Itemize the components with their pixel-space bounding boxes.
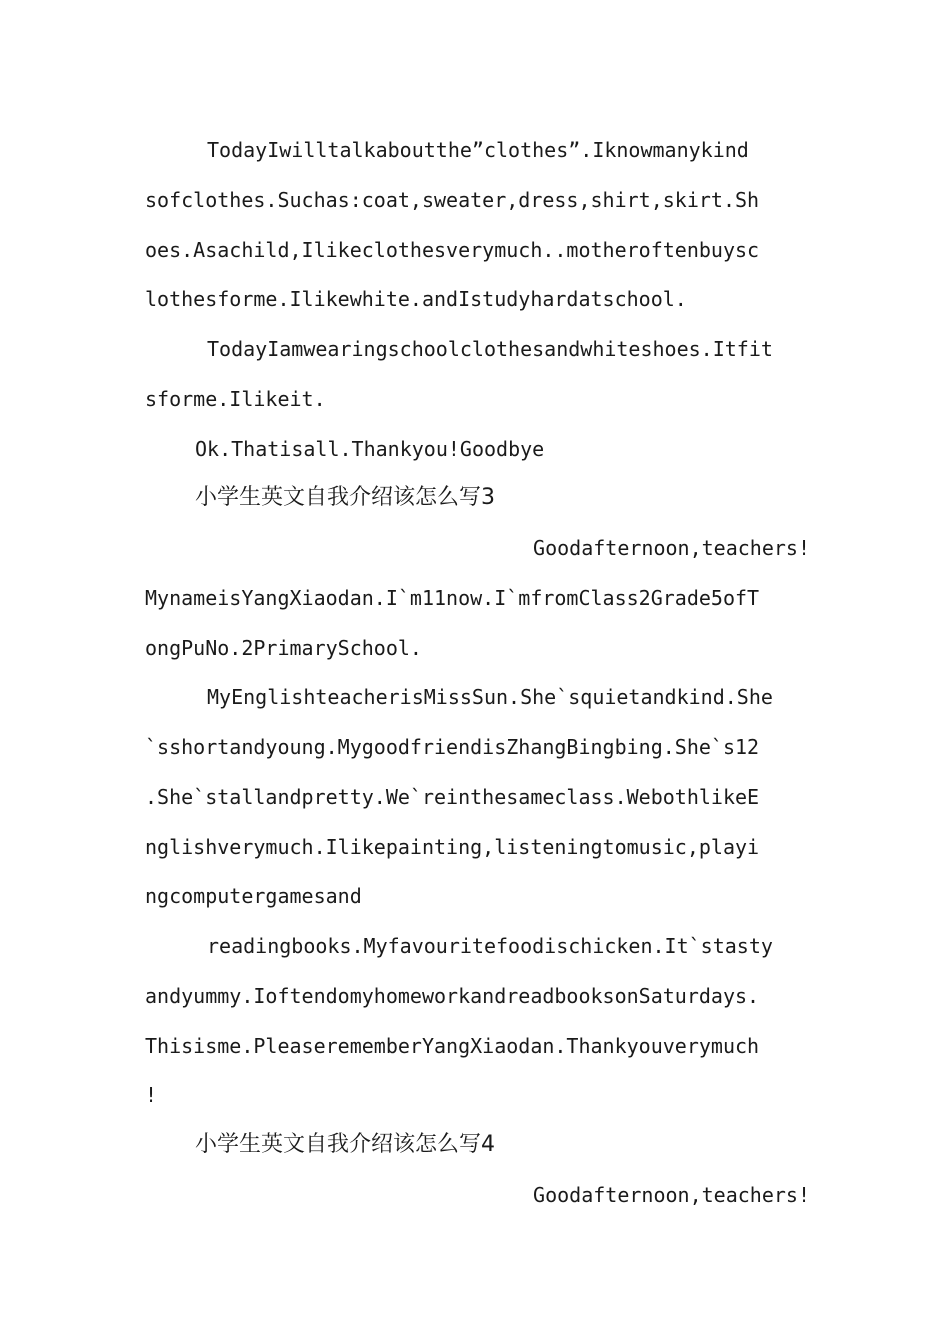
paragraph-line: .She`stallandpretty.We`reinthesameclass.WebothlikeE <box>145 785 760 809</box>
paragraph-line: TodayIamwearingschoolclothesandwhiteshoes.Itfit <box>207 337 773 361</box>
paragraph-line: Thisisme.PleaserememberYangXiaodan.Thankyouverymuch <box>145 1034 760 1058</box>
paragraph-line: lothesforme.Ilikewhite.andIstudyhardatschool. <box>145 287 687 311</box>
paragraph-line: Ok.Thatisall.Thankyou!Goodbye <box>195 437 545 461</box>
paragraph-line: `sshortandyoung.MygoodfriendisZhangBingbing.She`s12 <box>145 735 760 759</box>
paragraph-line: oes.Asachild,Ilikeclothesverymuch..motheroftenbuysc <box>145 238 760 262</box>
paragraph-line: ongPuNo.2PrimarySchool. <box>145 636 422 660</box>
paragraph-line: ngcomputergamesand <box>145 884 362 908</box>
greeting-line: Goodafternoon,teachers! <box>533 1183 810 1207</box>
paragraph-line: readingbooks.Myfavouritefoodischicken.It`stasty <box>207 934 773 958</box>
paragraph-line: sofclothes.Suchas:coat,sweater,dress,shirt,skirt.Sh <box>145 188 760 212</box>
section-heading: 小学生英文自我介绍该怎么写4 <box>195 1132 495 1157</box>
section-heading: 小学生英文自我介绍该怎么写3 <box>195 485 495 510</box>
paragraph-line: sforme.Ilikeit. <box>145 387 326 411</box>
paragraph-line: TodayIwilltalkaboutthe”clothes”.Iknowmanykind <box>207 138 749 162</box>
paragraph-line: nglishverymuch.Ilikepainting,listeningtomusic,playi <box>145 835 760 859</box>
greeting-line: Goodafternoon,teachers! <box>533 536 810 560</box>
paragraph-line: MynameisYangXiaodan.I`m11now.I`mfromClass2Grade5ofT <box>145 586 760 610</box>
paragraph-line: MyEnglishteacherisMissSun.She`squietandkind.She <box>207 685 773 709</box>
paragraph-line: andyummy.IoftendomyhomeworkandreadbooksonSaturdays. <box>145 984 760 1008</box>
paragraph-line: ! <box>145 1083 158 1107</box>
